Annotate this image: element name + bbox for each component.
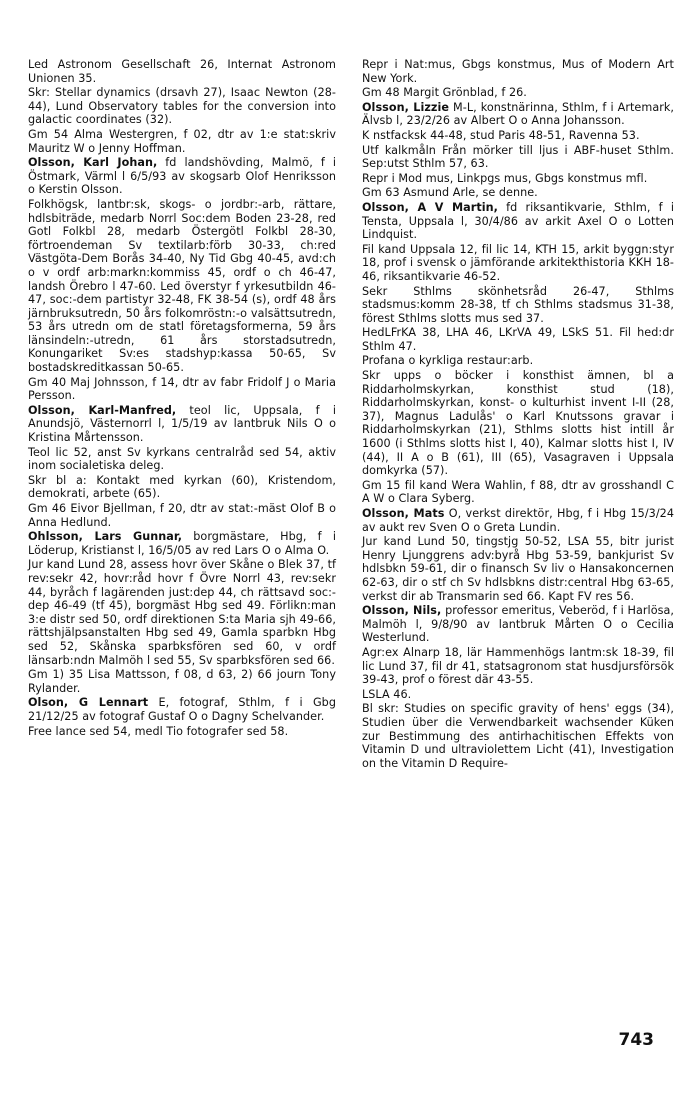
entry-text: HedLFrKA 38, LHA 46, LKrVA 49, LSkS 51. Fil hed:dr Sthlm 47.: [362, 326, 674, 353]
entry-paragraph: [362, 535, 674, 603]
person-name: Olsson, Karl-Manfred,: [28, 403, 177, 417]
entry-text: Gm 54 Alma Westergren, f 02, dtr av 1:e stat:skriv Mauritz W o Jenny Hoffman.: [28, 127, 336, 155]
entry-paragraph: [28, 474, 336, 501]
entry-paragraph: [28, 725, 336, 739]
entry-text: Utf kalkmåln Från mörker till ljus i ABF-huset Sthlm. Sep:utst Sthlm 57, 63.: [362, 143, 674, 171]
entry-text: fd riksantikvarie, Sthlm, f i Tensta, Uppsala l, 30/4/86 av arkit Axel O o Lotten Lindquist.: [362, 200, 674, 242]
entry-paragraph: [28, 668, 336, 695]
entry-text: Sekr Sthlms skönhetsråd 26-47, Sthlms stadsmus:komm 28-38, tf ch Sthlms stadsmus 31-38, förest Sthlms slotts mus sed 37.: [362, 284, 674, 325]
entry-paragraph: [362, 86, 674, 100]
entry-text: Fil kand Uppsala 12, fil lic 14, KTH 15, arkit byggn:styr 18, prof i svensk o jämförande arkitekthistoria KKH 18-46, riksantikvarie 46-52.: [362, 242, 674, 283]
person-name: Olsson, Nils,: [362, 604, 442, 618]
entry-text: Skr: Stellar dynamics (drsavh 27), Isaac Newton (28-44), Lund Observatory tables for the conversion into galactic coordinates (32).: [28, 86, 336, 127]
entry-text: borgmästare, Hbg, f i Löderup, Kristianst l, 16/5/05 av red Lars O o Alma O.: [28, 530, 336, 557]
entry-text: Gm 63 Asmund Arle, se denne.: [362, 186, 538, 200]
entry-text: fd landshövding, Malmö, f i Östmark, Värml l 6/5/93 av skogsarb Olof Henriksson o Kerstin Olsson.: [28, 156, 337, 197]
entry-text: Profana o kyrkliga restaur:arb.: [362, 354, 534, 368]
entry-text: Gm 48 Margit Grönblad, f 26.: [362, 86, 527, 100]
entry-text: Jur kand Lund 50, tingstjg 50-52, LSA 55, bitr jurist Henry Ljunggrens adv:byrå Hbg 53-59, bankjurist Sv hdlsbkn 59-61, dir o finansch Sv liv o Hansakoncernen 62-63, dir o stf ch Sv hdlsbkns distr:central Hbg 63-65, verkst dir ab Transmarin sed 66. Kapt FV res 56.: [362, 535, 674, 603]
entry-text: Gm 40 Maj Johnsson, f 14, dtr av fabr Fridolf J o Maria Persson.: [28, 375, 336, 403]
entry-text: Gm 15 fil kand Wera Wahlin, f 88, dtr av grosshandl C A W o Clara Syberg.: [362, 478, 674, 506]
entry-paragraph: [362, 326, 674, 353]
entry-text: Bl skr: Studies on specific gravity of hens' eggs (34), Studien über die Verwendbarkeit wachsender Küken zur Bestimmung des antirhachitischen Effekts von Vitamin D und ultraviolettem Licht (41), Investigation on the Vitamin D Require-: [362, 702, 674, 770]
entry-text: Skr bl a: Kontakt med kyrkan (60), Kristendom, demokrati, arbete (65).: [28, 473, 336, 501]
entry-text: Folkhögsk, lantbr:sk, skogs- o jordbr:-arb, rättare, hdlsbiträde, medarb Norrl Soc:dem Boden 23-28, red Gotl Folkbl 28, medarb Östergötl Folkbl 28-30, förtroendeman Sv textilarb:förb 30-33, ch:red Västgöta-Dem Borås 34-40, Ny Tid Gbg 40-45, avd:ch o v ordf arb:markn:kommiss 45, ordf o ch 46-47, landsh Örebro l 47-60. Led överstyr f yrkesutbildn 46-47, soc:-dem partistyr 32-48, FK 38-54 (s), ordf 48 års järnbruksutredn, 50 års folkomröstn:-o valsättsutredn, 53 års utredn om de statl företagsformerna, 59 års länsindeln:-utredn, 61 års storstadsutredn, Konungariket Sv:es stadshyp:kassa 50-65, Sv bostadskreditkassan 50-65.: [28, 197, 336, 375]
biography-entry: [362, 507, 674, 534]
biography-entry: [28, 530, 336, 557]
entry-paragraph: [362, 369, 674, 478]
entry-paragraph: [28, 446, 336, 473]
entry-paragraph: [362, 354, 674, 368]
person-name: Olsson, Karl Johan,: [28, 156, 158, 170]
biography-entry: [362, 201, 674, 242]
entry-text: Skr upps o böcker i konsthist ämnen, bl a Riddarholmskyrkan, konsthist stud (18), Riddarholmskyrkan, konst- o kulturhist invent I-II (28, 37), Magnus Ladulås' o Karl Knutssons gravar i Riddarholmskyrkan (21), Sthlms slotts hist intill år 1600 (i Sthlms slotts hist I, 40), Kalmar slotts hist I, IV (44), II A o B (61), III (65), Vasagraven i Uppsala domkyrka (57).: [362, 369, 674, 478]
entry-paragraph: [362, 702, 674, 770]
person-name: Olsson, Mats: [362, 507, 445, 520]
entry-text: M-L, konstnärinna, Sthlm, f i Artemark, Älvsb l, 23/2/26 av Albert O o Anna Johansson.: [362, 100, 675, 128]
entry-paragraph: [28, 198, 336, 375]
entry-paragraph: [28, 128, 336, 155]
entry-text: Repr i Mod mus, Linkpgs mus, Gbgs konstmus mfl.: [362, 171, 648, 185]
left-column: [28, 58, 336, 738]
entry-paragraph: [362, 243, 674, 284]
entry-paragraph: [362, 688, 674, 702]
entry-text: K nstfacksk 44-48, stud Paris 48-51, Ravenna 53.: [362, 128, 640, 142]
entry-text: O, verkst direktör, Hbg, f i Hbg 15/3/24 av aukt rev Sven O o Greta Lundin.: [362, 507, 674, 534]
biography-entry: [362, 101, 674, 128]
person-name: Olsson, Lizzie: [362, 100, 450, 114]
entry-text: Led Astronom Gesellschaft 26, Internat Astronom Unionen 35.: [28, 58, 336, 85]
entry-paragraph: [362, 58, 674, 85]
entry-text: Free lance sed 54, medl Tio fotografer sed 58.: [28, 724, 289, 738]
entry-paragraph: [362, 129, 674, 143]
entry-text: Jur kand Lund 28, assess hovr över Skåne o Blek 37, tf rev:sekr 42, hovr:råd hovr f Övre Norrl 43, rev:sekr 44, byråch f lagärenden just:dep 44, ch rättsavd soc:-dep 46-49 (tf 45), borgmäst Hbg sed 49. Förlikn:man 3:e distr sed 50, ordf direktionen S:ta Maria sjh 49-66, rättshjälpsanstalten Hbg sed 49, Gamla sparbkn Hbg sed 52, Skånska sparbksfören sed 60, v ordf länsarb:ndn Malmöh l sed 55, Sv sparbksfören sed 66.: [28, 558, 336, 667]
entry-paragraph: [362, 144, 674, 171]
page-number: 743: [618, 1030, 654, 1050]
entry-text: Agr:ex Alnarp 18, lär Hammenhögs lantm:sk 18-39, fil lic Lund 37, fil dr 41, statsagronom stat husdjursförsök 39-43, prof o förest där 43-55.: [362, 645, 674, 687]
entry-paragraph: [362, 285, 674, 326]
entry-text: Gm 46 Eivor Bjellman, f 20, dtr av stat:-mäst Olof B o Anna Hedlund.: [28, 502, 336, 529]
person-name: Olson, G Lennart: [28, 696, 149, 710]
entry-paragraph: [362, 646, 674, 687]
entry-paragraph: [28, 58, 336, 85]
entry-text: Gm 1) 35 Lisa Mattsson, f 08, d 63, 2) 66 journ Tony Rylander.: [28, 668, 336, 695]
entry-paragraph: [362, 172, 674, 186]
entry-text: LSLA 46.: [362, 687, 412, 701]
entry-paragraph: [28, 376, 336, 403]
entry-paragraph: [362, 479, 674, 506]
entry-text: Teol lic 52, anst Sv kyrkans centralråd sed 54, aktiv inom socialetiska deleg.: [28, 445, 336, 473]
person-name: Ohlsson, Lars Gunnar,: [28, 530, 183, 544]
entry-text: E, fotograf, Sthlm, f i Gbg 21/12/25 av fotograf Gustaf O o Dagny Schelvander.: [28, 696, 336, 723]
right-column: [362, 58, 674, 770]
biography-entry: [362, 604, 674, 645]
biography-entry: [28, 404, 336, 445]
entry-paragraph: [28, 558, 336, 667]
entry-paragraph: [28, 86, 336, 127]
biography-entry: [28, 696, 336, 723]
entry-text: Repr i Nat:mus, Gbgs konstmus, Mus of Modern Art New York.: [362, 58, 674, 85]
entry-text: professor emeritus, Veberöd, f i Harlösa, Malmöh l, 9/8/90 av lantbruk Mårten O o Cecilia Westerlund.: [362, 604, 674, 645]
biography-entry: [28, 156, 336, 197]
entry-paragraph: [28, 502, 336, 529]
entry-text: teol lic, Uppsala, f i Anundsjö, Västernorrl l, 1/5/19 av lantbruk Nils O o Kristina Mårtensson.: [28, 403, 336, 445]
person-name: Olsson, A V Martin,: [362, 200, 498, 214]
entry-paragraph: [362, 186, 674, 200]
